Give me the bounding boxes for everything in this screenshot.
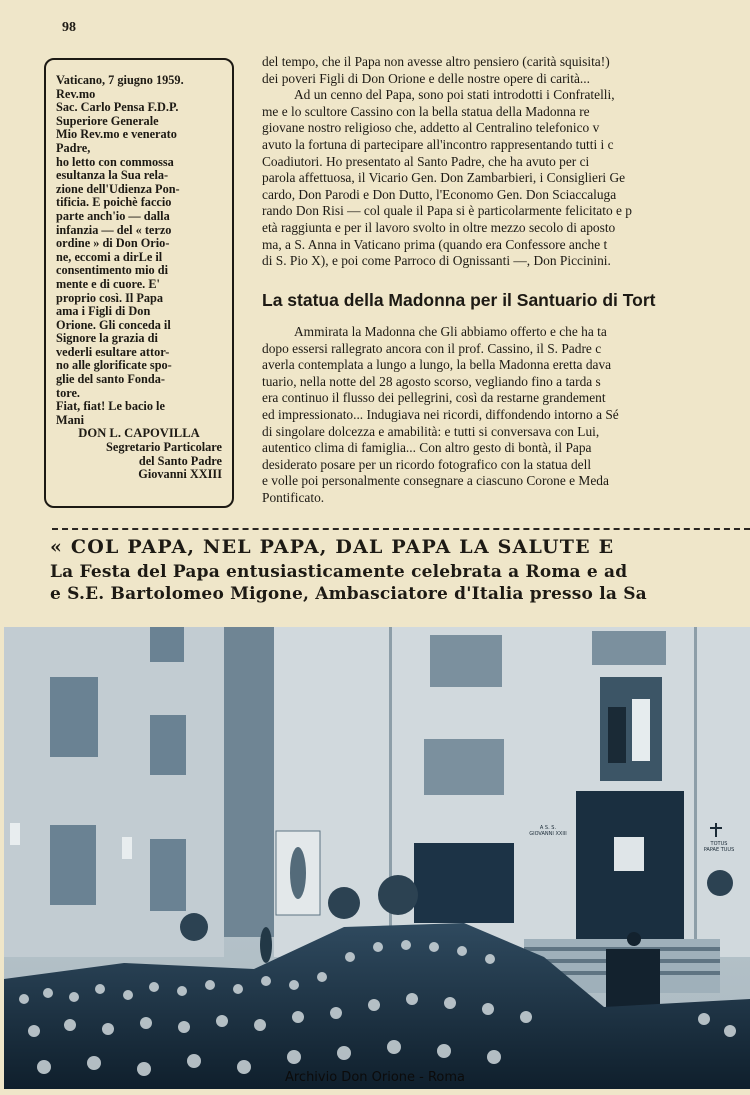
letter-signature: DON L. CAPOVILLA bbox=[78, 426, 200, 441]
text-line: avuto la fortuna di partecipare all'incontro rappresentando tutti i c bbox=[262, 136, 614, 152]
text-line: ma, a S. Anna in Vaticano prima (quando era Confessore anche t bbox=[262, 236, 608, 252]
letter-line: vederli esultare attor- bbox=[56, 344, 170, 359]
text-line: di singolare dolcezza e amabilità: e tutti si conversava con Lui, bbox=[262, 423, 600, 439]
text-line: Pontificato. bbox=[262, 489, 325, 505]
text-line: parola affettuosa, il Vicario Gen. Don Zambarbieri, i Consiglieri Ge bbox=[262, 170, 626, 186]
text-line: cardo, Don Parodi e Don Dutto, l'Economo Gen. Don Sciaccaluga bbox=[262, 186, 617, 202]
banner-right-text: TOTUS PAPAE TUUS bbox=[703, 841, 735, 853]
letter-line: glie del santo Fonda- bbox=[56, 372, 165, 387]
letter-line: infanzia — del « terzo bbox=[56, 222, 172, 237]
letter-line: no alle glorificate spo- bbox=[56, 358, 172, 373]
letter-line: ne, eccomi a dirLe il bbox=[56, 249, 163, 264]
page-number: 98 bbox=[62, 20, 76, 35]
letter-line: Signore la grazia di bbox=[56, 331, 158, 346]
text-line: desiderato posare per un ricordo fotografico con la statua dell bbox=[262, 456, 592, 472]
archive-caption: Archivio Don Orione - Roma bbox=[284, 1070, 466, 1085]
letter-line: tore. bbox=[56, 385, 81, 400]
letter-role-line: del Santo Padre bbox=[138, 453, 222, 468]
section-heading: La statua della Madonna per il Santuario di Tort bbox=[262, 290, 656, 310]
letter-line: mente e di cuore. E' bbox=[56, 276, 160, 291]
letter-line: Rev.mo bbox=[56, 86, 96, 101]
text-line: dei poveri Figli di Don Orione e delle nostre opere di carità... bbox=[262, 70, 590, 86]
letter-line: consentimento mio di bbox=[56, 263, 169, 278]
letter-line: Mani bbox=[56, 412, 85, 427]
text-line: di S. Pio X), e poi come Parroco di Ognissanti —, Don Piccinini. bbox=[262, 253, 611, 269]
text-line: ed impressionato... Indugiava nei ricordi, diffondendo intorno a Sé bbox=[262, 406, 619, 422]
text-line: me e lo scultore Cassino con la bella statua della Madonna re bbox=[262, 103, 590, 119]
letter-line: Sac. Carlo Pensa F.D.P. bbox=[56, 100, 179, 115]
letter-line: zione dell'Udienza Pon- bbox=[56, 181, 180, 196]
letter-line: ho letto con commossa bbox=[56, 154, 174, 169]
text-line: rando Don Risi — col quale il Papa si è particolarmente felicitato e p bbox=[262, 203, 632, 219]
text-line: del tempo, che il Papa non avesse altro pensiero (carità squisita!) bbox=[262, 54, 610, 69]
text-line: Ammirata la Madonna che Gli abbiamo offerto e che ha ta bbox=[294, 324, 607, 339]
text-line: giovane nostro religioso che, addetto al Centralino telefonico v bbox=[262, 120, 600, 136]
letter-line: Fiat, fiat! Le bacio le bbox=[56, 399, 165, 414]
letter-line: ordine » di Don Orio- bbox=[56, 236, 170, 251]
letter-box bbox=[44, 58, 234, 508]
letter-line: tificia. E poichè faccio bbox=[56, 195, 172, 210]
text-line: età raggiunta e per il lavoro svolto in oltre mezzo secolo di aposto bbox=[262, 219, 616, 235]
letter-line: Padre, bbox=[56, 140, 91, 155]
letter-line: ama i Figli di Don bbox=[56, 304, 151, 319]
letter-line: esultanza la Sua rela- bbox=[56, 168, 169, 183]
photo-illustration bbox=[4, 627, 750, 1089]
text-line: e volle poi personalmente consegnare a ciascuno Corone e Meda bbox=[262, 473, 609, 489]
text-line: tuario, nella notte del 28 agosto scorso, vegliando fino a tarda s bbox=[262, 373, 601, 389]
text-line: era continuo il flusso dei pellegrini, così da restarne grandement bbox=[262, 390, 606, 406]
letter-role-line: Segretario Particolare bbox=[106, 440, 222, 455]
article-paragraph-1 bbox=[262, 54, 750, 270]
headline-line-3: e S.E. Bartolomeo Migone, Ambasciatore d'Italia presso la Sa bbox=[50, 584, 647, 604]
text-line: averla contemplata a lungo a lungo, la bella Madonna eretta dava bbox=[262, 357, 612, 373]
text-line: Ad un cenno del Papa, sono poi stati introdotti i Confratelli, bbox=[294, 87, 615, 103]
text-line: Coadiutori. Ho presentato al Santo Padre, che ha avuto per ci bbox=[262, 153, 590, 169]
letter-line: proprio così. Il Papa bbox=[56, 290, 164, 305]
headline-line-1: « COL PAPA, NEL PAPA, DAL PAPA LA SALUTE E bbox=[50, 536, 615, 558]
event-photo bbox=[4, 627, 750, 1089]
letter-role-line: Giovanni XXIII bbox=[138, 467, 222, 482]
letter-line: Mio Rev.mo e venerato bbox=[56, 127, 177, 142]
letter-line: Vaticano, 7 giugno 1959. bbox=[56, 73, 184, 87]
headline-line-2: La Festa del Papa entusiasticamente celebrata a Roma e ad bbox=[50, 562, 628, 582]
letter-line: Superiore Generale bbox=[56, 113, 159, 128]
letter-line: parte anch'io — dalla bbox=[56, 208, 170, 223]
text-line: dopo essersi rallegrato ancora con il prof. Cassino, il S. Padre c bbox=[262, 340, 602, 356]
banner-left-text: A S. S. GIOVANNI XXIII bbox=[529, 825, 567, 837]
text-line: autentico clima di famiglia... Con altro gesto di bontà, il Papa bbox=[262, 440, 592, 456]
article-paragraph-2 bbox=[262, 324, 750, 507]
letter-line: Orione. Gli conceda il bbox=[56, 317, 171, 332]
section-divider bbox=[52, 528, 750, 530]
